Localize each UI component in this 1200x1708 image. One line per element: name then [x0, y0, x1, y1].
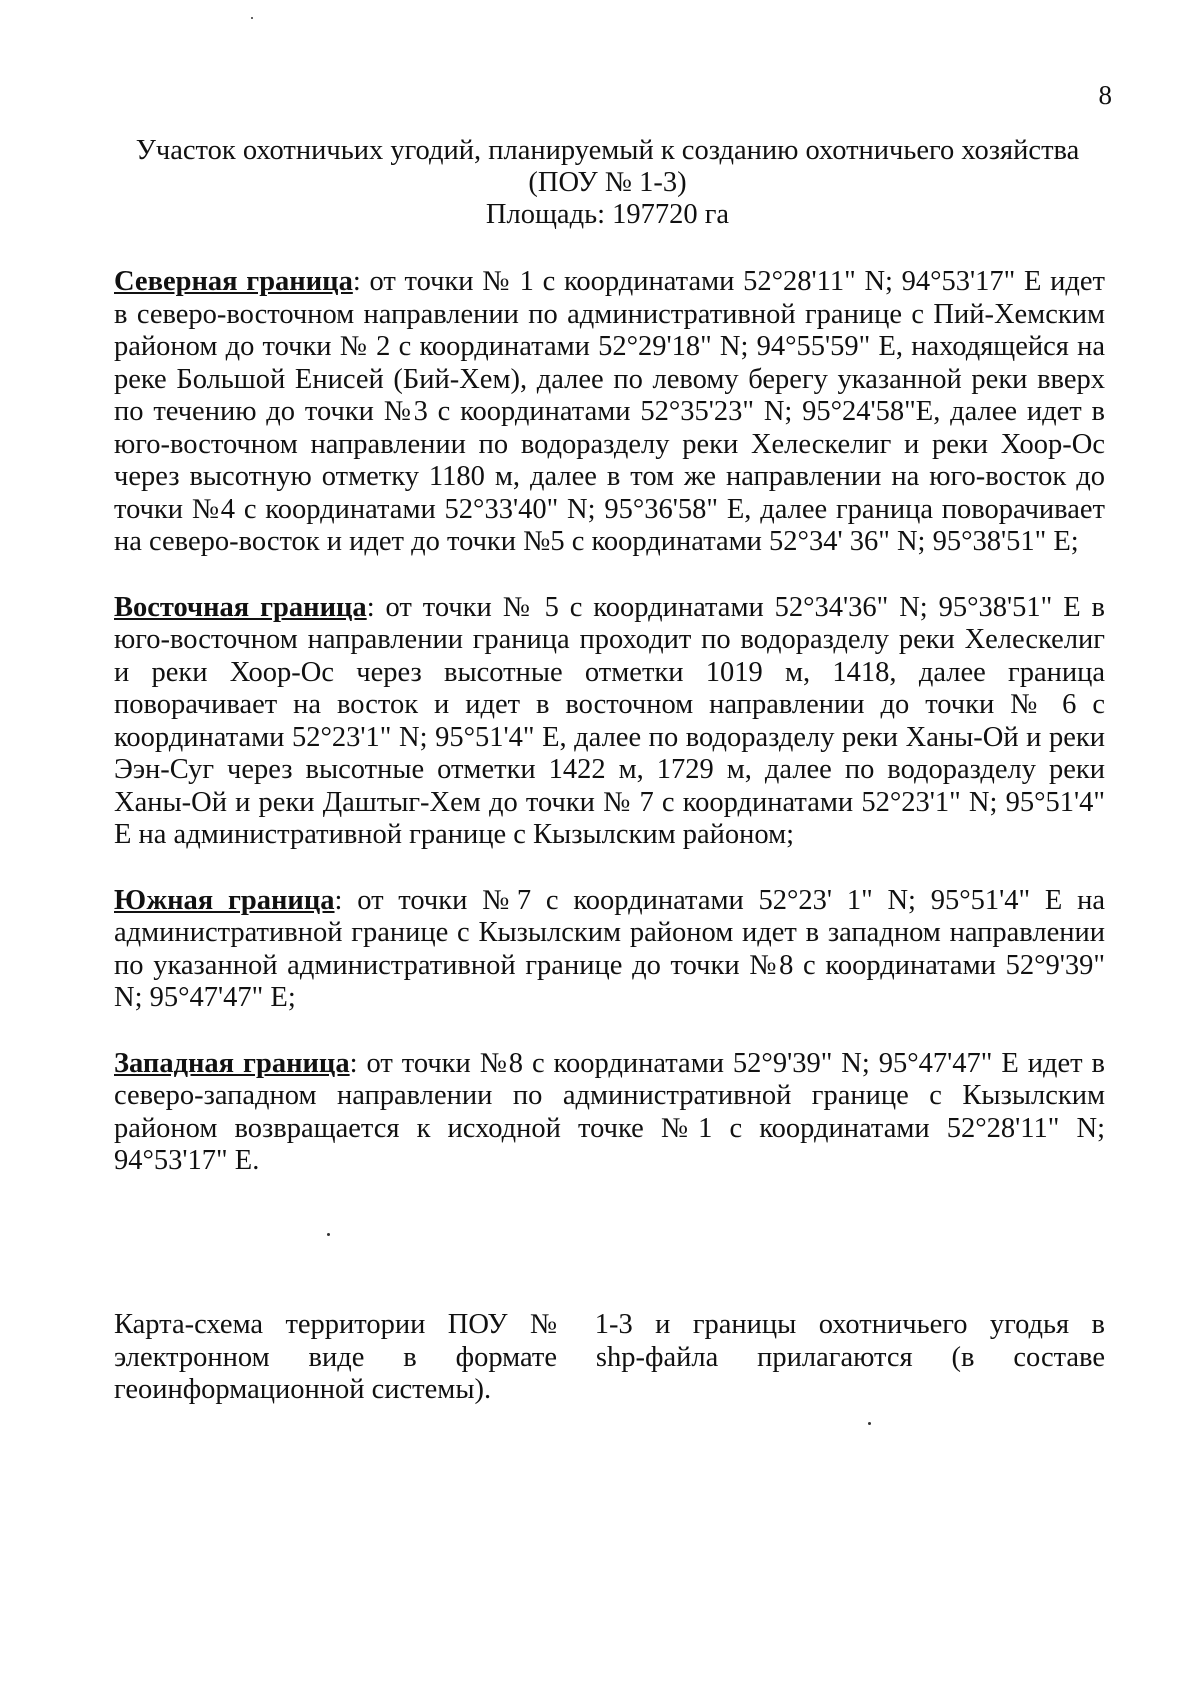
document-header: [110, 135, 1105, 231]
north-boundary-section: [114, 266, 1105, 559]
north-boundary-heading: Северная граница: [114, 266, 353, 297]
footer-note: Карта-схема территории ПОУ № 1-3 и границы охотничьего угодья в электронном виде в формате shp-файла прилагаются (в составе геоинформационной системы).: [114, 1309, 1105, 1405]
east-boundary-text: : от точки № 5 с координатами 52°34'36" N; 95°38'51" E в юго-восточном направлении граница проходит по водоразделу реки Хелескелиг и реки Хоор-Ос через высотные отметки 1019 м, 1418, далее граница поворачивает на восток и идет в восточном направлении до точки № 6 с координатами 52°23'1" N; 95°51'4" E, далее по водоразделу реки Ханы-Ой и реки Ээн-Суг через высотные отметки 1422 м, 1729 м, далее по водоразделу реки Ханы-Ой и реки Даштыг-Хем до точки № 7 с координатами 52°23'1" N; 95°51'4" E на административной границе с Кызылским районом;: [114, 591, 1105, 850]
west-boundary-text: : от точки №8 с координатами 52°9'39" N; 95°47'47" E идет в северо-западном направлении по административной границе с Кызылским районом возвращается к исходной точке №1 с координатами 52°28'11" N; 94°53'17" E.: [114, 1047, 1105, 1176]
east-boundary-section: [114, 592, 1105, 852]
south-boundary-text: : от точки №7 с координатами 52°23' 1" N; 95°51'4" E на административной границе с Кызылским районом идет в западном направлении по указанной административной границе до точки №8 с координатами 52°9'39" N; 95°47'47" E;: [114, 884, 1105, 1013]
boundary-descriptions: [114, 266, 1105, 1211]
west-boundary-heading: Западная граница: [114, 1047, 350, 1079]
south-boundary-heading: Южная граница: [114, 884, 335, 916]
scan-speck: [251, 17, 253, 19]
south-boundary-section: [114, 885, 1105, 1015]
header-subtitle: (ПОУ № 1-3): [528, 167, 687, 198]
page-number: 8: [1098, 80, 1112, 110]
header-area: Площадь: 197720 га: [485, 199, 730, 230]
north-boundary-text: : от точки № 1 с координатами 52°28'11" N; 94°53'17" E идет в северо-восточном направлении по административной границе с Пий-Хемским районом до точки № 2 с координатами 52°29'18" N; 94°55'59" E, находящейся на реке Большой Енисей (Бий-Хем), далее по левому берегу указанной реки вверх по течению до точки №3 с координатами 52°35'23" N; 95°24'58"E, далее идет в юго-восточном направлении по водоразделу реки Хелескелиг и реки Хоор-Ос через высотную отметку 1180 м, далее в том же направлении на юго-восток до точки №4 с координатами 52°33'40" N; 95°36'58" E, далее граница поворачивает на северо-восток и идет до точки №5 с координатами 52°34' 36" N; 95°38'51" E;: [114, 266, 1105, 557]
scan-speck: [327, 1233, 330, 1236]
west-boundary-section: [114, 1048, 1105, 1178]
east-boundary-heading: Восточная граница: [114, 591, 367, 623]
scan-speck: [868, 1422, 871, 1425]
header-title: Участок охотничьих угодий, планируемый к созданию охотничьего хозяйства: [135, 135, 1080, 166]
